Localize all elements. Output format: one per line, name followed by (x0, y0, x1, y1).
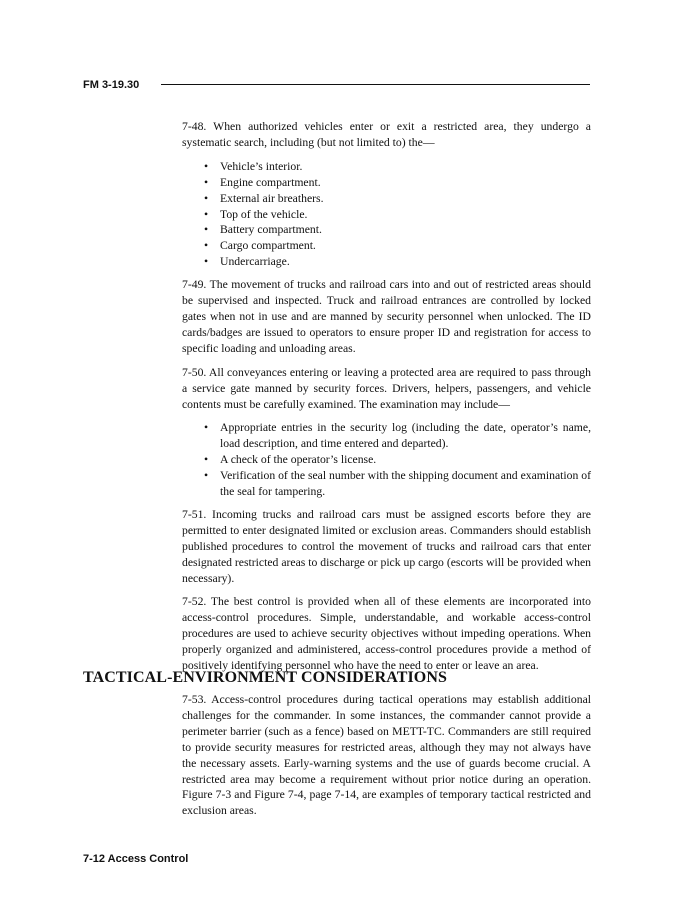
paragraph-7-53: 7-53. Access-control procedures during tactical operations may establish additional challenges for the commander. In some instances, the commander cannot provide a perimeter barrier (such as a fence) based on METT-TC. Commanders are still required to provide security measures for restricted areas, although they may not always have the necessary assets. Early-warning systems and the use of guards become crucial. A restricted area may become a requirement without prior notice during an operation. Figure 7-3 and Figure 7-4, page 7-14, are examples of temporary tactical restricted and exclusion areas. (182, 693, 591, 818)
list-item: • A check of the operator’s license. (182, 452, 591, 468)
list-item: • Engine compartment. (182, 175, 591, 191)
paragraph-7-50: 7-50. All conveyances entering or leaving a protected area are required to pass through a service gate manned by security forces. Drivers, helpers, passengers, and vehicle contents must be carefully examined. The examination may include— (182, 365, 591, 411)
list-item: • Verification of the seal number with the shipping document and examination of the seal for tampering. (182, 468, 591, 500)
section-heading: TACTICAL-ENVIRONMENT CONSIDERATIONS (83, 669, 447, 686)
vehicle-search-list (182, 159, 591, 270)
section-text-column (182, 692, 591, 819)
list-item: • External air breathers. (182, 191, 591, 207)
paragraph-7-48: 7-48. When authorized vehicles enter or exit a restricted area, they undergo a systematic search, including (but not limited to) the— (182, 120, 591, 149)
main-text-column (182, 119, 591, 674)
examination-list (182, 420, 591, 500)
list-item: • Top of the vehicle. (182, 207, 591, 223)
list-item: • Appropriate entries in the security log (including the date, operator’s name, load description, and time entered and departed). (182, 420, 591, 452)
paragraph-7-51: 7-51. Incoming trucks and railroad cars must be assigned escorts before they are permitted to enter designated limited or exclusion areas. Commanders should establish published procedures to control the movement of trucks and railroad cars that enter designated restricted areas to discharge or pick up cargo (escorts will be provided when necessary). (182, 507, 591, 585)
list-item: • Vehicle’s interior. (182, 159, 591, 175)
paragraph-7-49: 7-49. The movement of trucks and railroad cars into and out of restricted areas should be supervised and inspected. Truck and railroad entrances are controlled by locked gates when not in use and are manned by security personnel when unlocked. The ID cards/badges are issued to operators to ensure proper ID and registration for access to specific loading and unloading areas. (182, 278, 591, 355)
list-item: • Undercarriage. (182, 254, 591, 270)
header-rule (161, 84, 590, 85)
paragraph-7-52: 7-52. The best control is provided when all of these elements are incorporated into access-control procedures. Simple, understandable, and workable access-control procedures are used to achieve security objectives without impeding operations. When properly organized and administered, access-control procedures provide a method of positively identifying personnel who have the need to enter or leave an area. (182, 595, 591, 673)
page-footer: 7-12 Access Control (83, 853, 189, 865)
running-header: FM 3-19.30 (83, 79, 140, 91)
list-item: • Battery compartment. (182, 222, 591, 238)
list-item: • Cargo compartment. (182, 238, 591, 254)
